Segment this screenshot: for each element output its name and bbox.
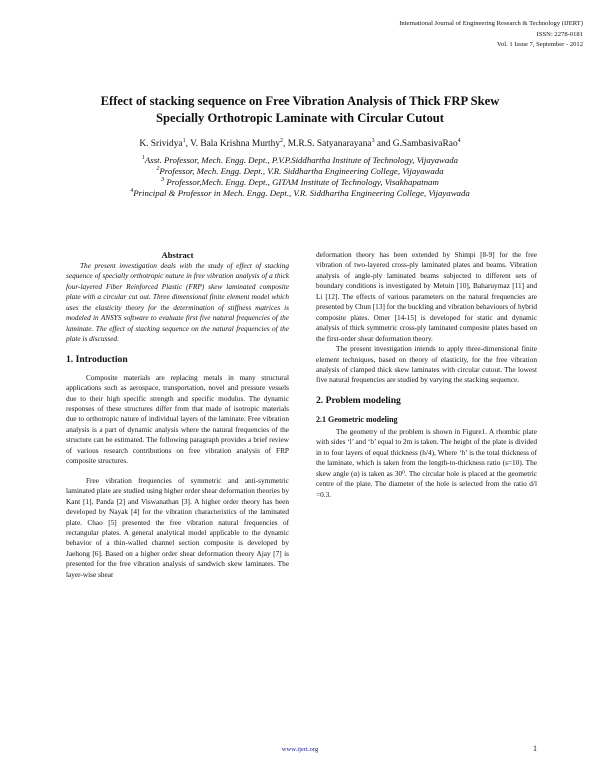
author-sep: ,: [185, 139, 191, 149]
affiliation: [30, 166, 570, 177]
right-column: [316, 250, 537, 500]
author-sup: 2: [280, 137, 284, 144]
title-line-1: Effect of stacking sequence on Free Vibration Analysis of Thick FRP Skew: [100, 94, 500, 108]
affiliation: [30, 188, 570, 199]
footer-url[interactable]: www.ijert.org: [281, 746, 319, 753]
abstract-heading: Abstract: [161, 250, 194, 260]
author-sup: 3: [371, 137, 375, 144]
problem-heading: 2. Problem modeling: [316, 394, 401, 406]
affiliation-sup: 4: [130, 188, 134, 195]
author-sup: 1: [182, 137, 186, 144]
author-name: G.SambasivaRao: [392, 139, 458, 149]
author-sep: ,: [283, 139, 288, 149]
author-sep: and: [374, 139, 393, 149]
affiliation-sup: 3: [161, 177, 165, 184]
author-name: K. Srividya: [139, 139, 183, 149]
affiliation-sup: 1: [141, 155, 145, 162]
affiliation-text: Asst. Professor, Mech. Engg. Dept., P.V.P.Siddhartha Institute of Technology, Vijayawada: [144, 155, 459, 165]
affiliation-text: Principal & Professor in Mech. Engg. Dept., V.R. Siddhartha Engineering College, Vijayawada: [133, 188, 470, 199]
affiliation-text: Professor, Mech. Engg. Dept., V.R. Siddhartha Engineering College, Vijayawada: [159, 166, 444, 177]
issn: ISSN: 2278-0181: [536, 30, 583, 38]
intro-paragraph-1: Composite materials are replacing metals in many structural applications such as aerospace, transportation, novel and pressure vessels due to their high specific strength and specific modulus. The dynamic responses of these structures differ from that made of isotropic materials due to orthotropic nature of individual layers of the laminate. Free vibration analysis is a part of dynamic analysis where the natural frequencies of the structure can be estimated. The following paragraph provides a brief review of various research contributions on free vibration analysis of FRP composite structures.: [66, 372, 289, 466]
author-name: V. Bala Krishna Murthy: [190, 139, 281, 149]
affiliation-sup: 2: [156, 166, 160, 173]
intro-heading: 1. Introduction: [66, 353, 128, 365]
affiliation: [30, 155, 570, 166]
intro-paragraph-2: Free vibration frequencies of symmetric and anti-symmetric laminated plate are studied using higher order shear deformation theories by Kant [1], Panda [2] and Viswanathan [3]. A higher order theory has been developed by Nayak [4] for the vibration characteristics of the laminated plate. Chao [5] presented the free vibration natural frequencies of rectangular plates. A general analytical model applicable to the dynamic behavior of a thin-walled channel section composite is developed by Jaehong [6]. Based on a higher order shear deformation theory Ajay [7] is presented for the free vibration analysis of sandwich skew laminates. The layer-wise shear: [66, 475, 289, 579]
affiliation-list: [30, 155, 570, 199]
title-line-2: Specially Orthotropic Laminate with Circular Cutout: [156, 110, 444, 125]
author-sup: 4: [457, 137, 461, 144]
affiliation: [30, 177, 570, 188]
journal-header: [399, 19, 583, 51]
affiliation-text: Professor,Mech. Engg. Dept., GITAM Institute of Technology, Visakhapatnam: [164, 177, 439, 188]
paper-title: [60, 93, 540, 126]
author-list: [40, 138, 560, 150]
abstract-text: The present investigation deals with the study of effect of stacking sequence of specially orthotropic nature in free vibration analysis of a thick four-layered Fiber Reinforced Plastic (FRP) skew laminated composite plate with a circular cut out. Three dimensional finite element model which uses the elasticity theory for the determination of stiffness matrices is modeled in ANSYS software to evaluate first five natural frequencies of the laminate. The effect of stacking sequence on the natural frequencies of the plate is discussed.: [66, 261, 289, 344]
author-name: M.R.S. Satyanarayana: [287, 139, 372, 149]
intro-paragraph-4: The present investigation intends to apply three-dimensional finite element techniques, based on theory of elasticity, for the free vibration analysis of clamped thick skew laminates with circular cutout. The lowest five natural frequencies are studied by varying the stacking sequence.: [316, 344, 537, 385]
volume-issue: Vol. 1 Issue 7, September - 2012: [497, 41, 583, 48]
left-column: [66, 250, 289, 580]
journal-name: International Journal of Engineering Research & Technology (IJERT): [399, 20, 583, 27]
geometry-subheading: 2.1 Geometric modeling: [316, 414, 398, 424]
geometry-paragraph: The geometry of the problem is shown in Figure1. A rhombic plate with sides ‘l’ and ‘b’ equal to 2m is taken. The height of the plate is divided in to four layers of equal thickness (h/4), Where ‘h’ is the total thickness of the laminate, which is taken from the length-to-thickness ratio (s=10). The skew angle (α) is taken as 30⁰. The circular hole is placed at the geometric centre of the plate. The diameter of the hole is selected from the ratio d/l =0.3.: [316, 426, 537, 499]
page-number: 1: [533, 744, 537, 753]
intro-paragraph-3: deformation theory has been extended by Shimpi [8-9] for the free vibration of two-layered cross-ply laminated plates and beams. Vibration analysis of angle-ply laminated beams subjected to different sets of boundary conditions is investigated by Metuin [10], Baharuymaz [11] and Li [12]. The effects of various parameters on the natural frequencies are presented by Chun [13] for the buckling and vibration behaviours of hybrid composite plates. Omer [14-15] is developed for static and dynamic analysis of thick symmetric cross-ply laminated composite plates based on the first-order shear deformation theory.: [316, 250, 537, 343]
